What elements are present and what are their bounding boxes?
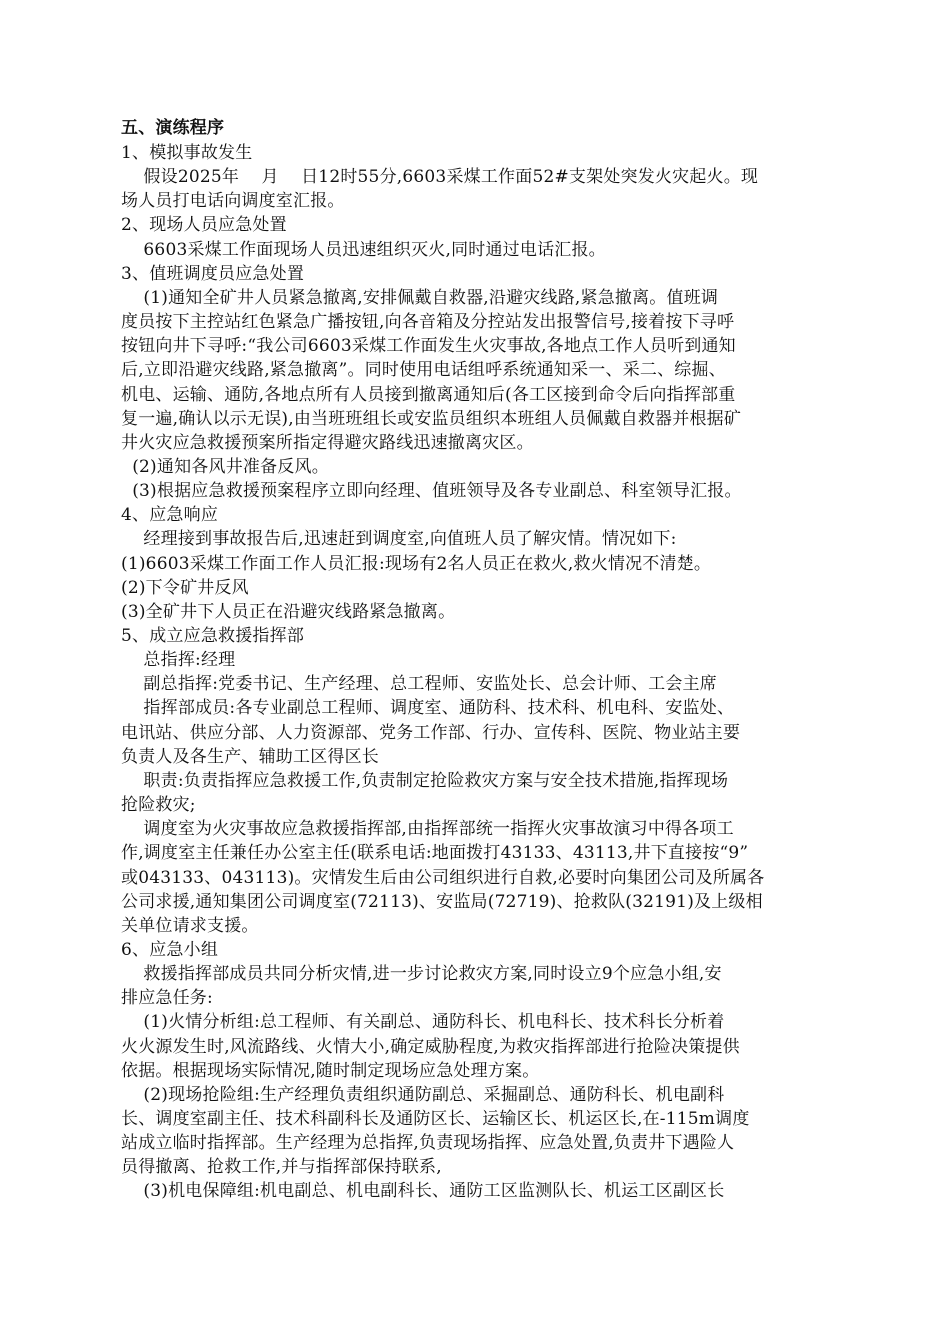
text-line: (1)火情分析组:总工程师、有关副总、通防科长、机电科长、技术科长分析着 xyxy=(121,1012,725,1033)
text-line: 职责:负责指挥应急救援工作,负责制定抢险救灾方案与安全技术措施,指挥现场 xyxy=(121,770,729,791)
text-line: 火火源发生时,风流路线、火情大小,确定威胁程度,为救灾指挥部进行抢险决策提供 xyxy=(121,1036,740,1057)
text-line: (2)现场抢险组:生产经理负责组织通防副总、采掘副总、通防科长、机电副科 xyxy=(121,1084,725,1105)
text-line: 长、调度室副主任、技术科副科长及通防区长、运输区长、机运区长,在-115m调度 xyxy=(121,1109,750,1129)
text-line: 按钮向井下寻呼:“我公司6603采煤工作面发生火灾事故,各地点工作人员听到通知 xyxy=(121,336,736,357)
text-line: (3)机电保障组:机电副总、机电副科长、通防工区监测队长、机运工区副区长 xyxy=(121,1181,725,1202)
text-line: 救援指挥部成员共同分析灾情,进一步讨论救灾方案,同时设立9个应急小组,安 xyxy=(121,964,722,985)
text-line: (1)6603采煤工作面工作人员汇报:现场有2名人员正在救火,救火情况不清楚。 xyxy=(121,553,712,574)
text-line: 假设2025年 月 日12时55分,6603采煤工作面52#支架处突发火灾起火。现 xyxy=(121,167,759,188)
text-line: 站成立临时指挥部。生产经理为总指挥,负责现场指挥、应急处置,负责井下遇险人 xyxy=(121,1133,735,1154)
text-line: 2、现场人员应急处置 xyxy=(121,215,287,236)
text-line: 复一遍,确认以示无误),由当班班组长或安监员组织本班组人员佩戴自救器并根据矿 xyxy=(121,408,742,429)
text-line: 指挥部成员:各专业副总工程师、调度室、通防科、技术科、机电科、安监处、 xyxy=(121,698,735,719)
text-line: (1)通知全矿井人员紧急撤离,安排佩戴自救器,沿避灾线路,紧急撤离。值班调 xyxy=(121,287,719,308)
text-line: 排应急任务: xyxy=(121,988,213,1009)
text-line: (2)通知各风井准备反风。 xyxy=(121,456,329,477)
text-line: (3)全矿井下人员正在沿避灾线路紧急撤离。 xyxy=(121,601,456,622)
text-line: 负责人及各生产、辅助工区得区长 xyxy=(121,746,379,767)
text-line: 经理接到事故报告后,迅速赶到调度室,向值班人员了解灾情。情况如下: xyxy=(121,529,677,550)
text-line: 依据。根据现场实际情况,随时制定现场应急处理方案。 xyxy=(121,1060,540,1081)
text-line: (2)下令矿井反风 xyxy=(121,577,249,598)
text-line: 调度室为火灾事故应急救援指挥部,由指挥部统一指挥火灾事故演习中得各项工 xyxy=(121,819,734,840)
text-line: 场人员打电话向调度室汇报。 xyxy=(121,191,345,212)
text-line: 员得撤离、抢救工作,并与指挥部保持联系, xyxy=(121,1157,442,1178)
text-line: 5、成立应急救援指挥部 xyxy=(121,626,305,646)
text-line: 机电、运输、通防,各地点所有人员接到撤离通知后(各工区接到命令后向指挥部重 xyxy=(121,384,736,405)
text-line: 井火灾应急救援预案所指定得避灾路线迅速撤离灾区。 xyxy=(121,432,534,453)
text-line: 或043133、043113)。灾情发生后由公司组织进行自救,必要时向集团公司及所属各 xyxy=(121,867,765,888)
text-line: 4、应急响应 xyxy=(121,505,219,526)
text-line: 6603采煤工作面现场人员迅速组织灭火,同时通过电话汇报。 xyxy=(121,239,606,260)
text-line: 抢险救灾; xyxy=(121,795,196,816)
text-line: 后,立即沿避灾线路,紧急撤离”。同时使用电话组呼系统通知采一、采二、综掘、 xyxy=(121,360,726,381)
text-line: 关单位请求支援。 xyxy=(121,915,259,936)
text-line: 1、模拟事故发生 xyxy=(121,143,253,163)
text-line: 作,调度室主任兼任办公室主任(联系电话:地面拨打43133、43113,井下直接按“9” xyxy=(121,843,749,864)
text-line: 总指挥:经理 xyxy=(121,650,236,671)
text-line: 副总指挥:党委书记、生产经理、总工程师、安监处长、总会计师、工会主席 xyxy=(121,674,717,695)
text-line: 电讯站、供应分部、人力资源部、党务工作部、行办、宣传科、医院、物业站主要 xyxy=(121,722,741,743)
text-line: (3)根据应急救援预案程序立即向经理、值班领导及各专业副总、科室领导汇报。 xyxy=(121,481,742,502)
text-line: 6、应急小组 xyxy=(121,939,219,960)
text-line: 公司求援,通知集团公司调度室(72113)、安监局(72719)、抢救队(32191)及上级相 xyxy=(121,891,763,912)
text-line: 3、值班调度员应急处置 xyxy=(121,263,305,284)
text-line: 度员按下主控站红色紧急广播按钮,向各音箱及分控站发出报警信号,接着按下寻呼 xyxy=(121,312,735,333)
section-title: 五、演练程序 xyxy=(121,118,225,138)
